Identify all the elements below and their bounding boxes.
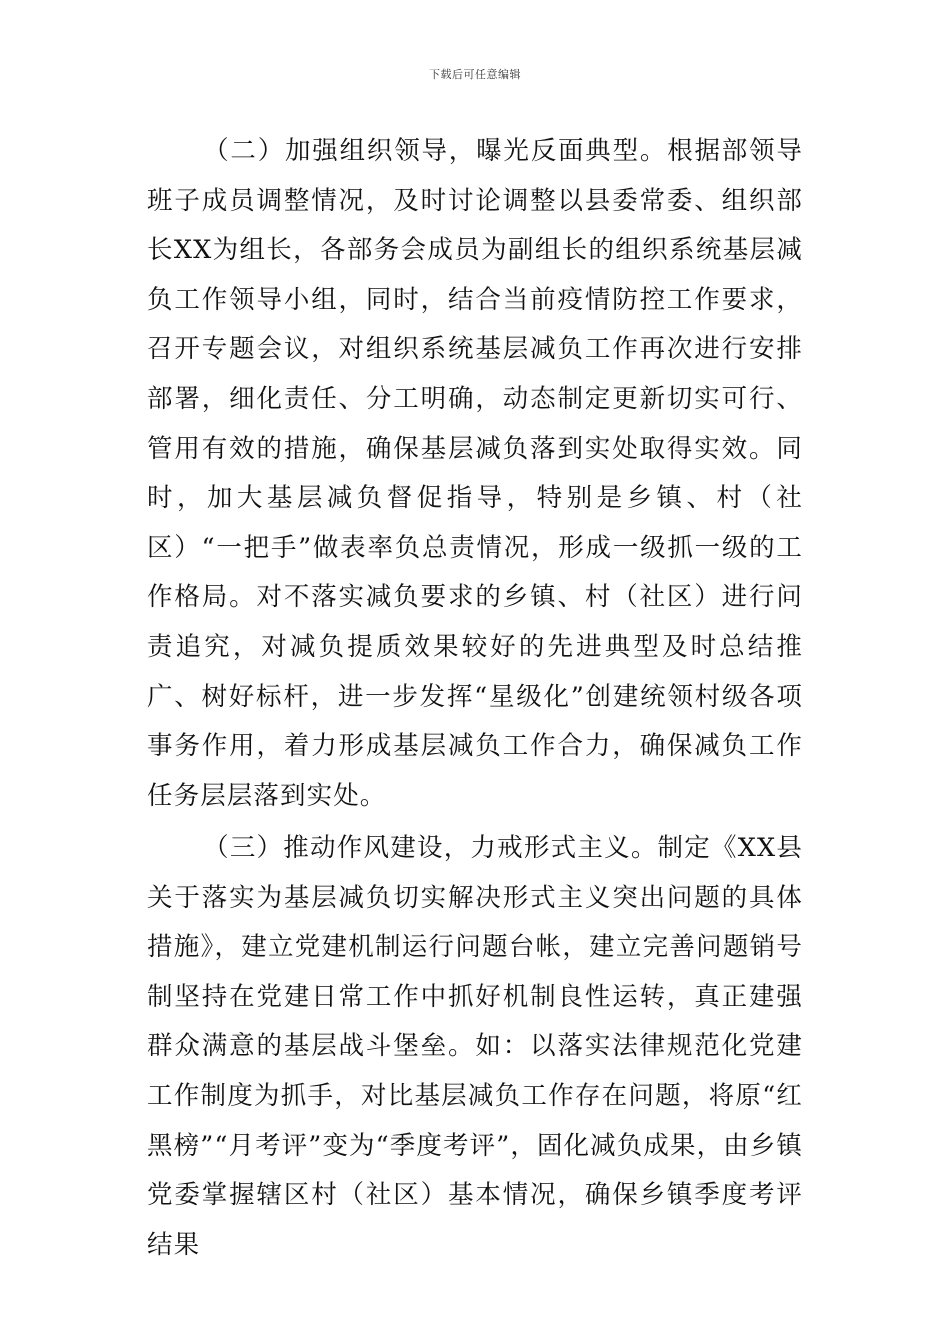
download-note: 下载后可任意编辑	[429, 68, 521, 81]
document-body-section-1	[147, 127, 803, 821]
document-body-section-2	[147, 824, 803, 1270]
paragraph-two: （二）加强组织领导，曝光反面典型。根据部领导班子成员调整情况，及时讨论调整以县委常委、组织部长XX为组长，各部务会成员为副组长的组织系统基层减负工作领导小组，同时，结合当前疫情防控工作要求，召开专题会议，对组织系统基层减负工作再次进行安排部署，细化责任、分工明确，动态制定更新切实可行、管用有效的措施，确保基层减负落到实处取得实效。同时，加大基层减负督促指导，特别是乡镇、村（社区）“一把手”做表率负总责情况，形成一级抓一级的工作格局。对不落实减负要求的乡镇、村（社区）进行问责追究，对减负提质效果较好的先进典型及时总结推广、树好标杆，进一步发挥“星级化”创建统领村级各项事务作用，着力形成基层减负工作合力，确保减负工作任务层层落到实处。	[147, 136, 803, 811]
paragraph-three: （三）推动作风建设，力戒形式主义。制定《XX县关于落实为基层减负切实解决形式主义突出问题的具体措施》，建立党建机制运行问题台帐，建立完善问题销号制坚持在党建日常工作中抓好机制良性运转，真正建强群众满意的基层战斗堡垒。如：以落实法律规范化党建工作制度为抓手，对比基层减负工作存在问题，将原“红黑榜”“月考评”变为“季度考评”，固化减负成果，由乡镇党委掌握辖区村（社区）基本情况，确保乡镇季度考评结果	[147, 833, 803, 1260]
